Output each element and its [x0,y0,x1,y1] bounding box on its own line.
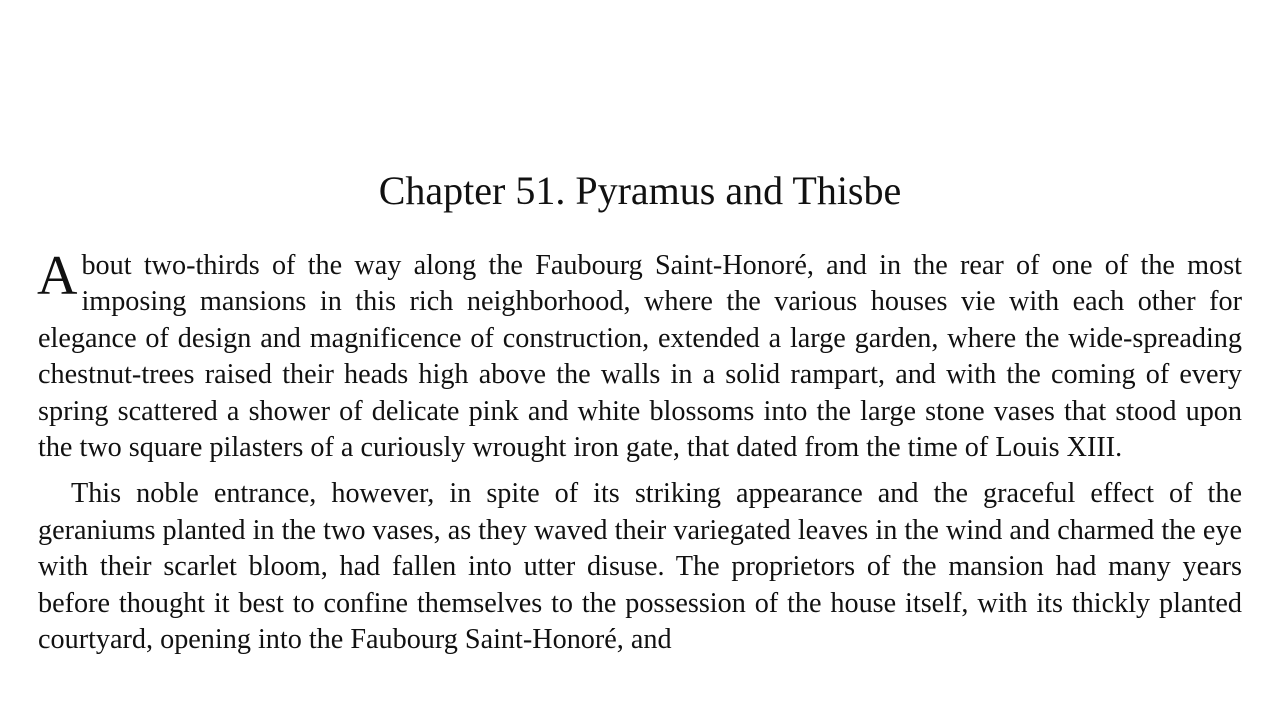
paragraph-1 [37,245,1242,466]
paragraph-2-text: This noble entrance, however, in spite of its striking appearance and the graceful effect of the geraniums planted in the two vases, as they waved their variegated leaves in the wind and charmed the eye with their scarlet bloom, had fallen into utter disuse. The proprietors of the mansion had many years before thought it best to confine themselves to the possession of the house itself, with its thickly planted courtyard, opening into the Faubourg Saint-Honoré, and [38,478,1242,656]
paragraph-2 [38,476,1242,658]
drop-cap: A [37,245,78,307]
chapter-body [37,245,1242,658]
paragraph-1-text: bout two-thirds of the way along the Faubourg Saint-Honoré, and in the rear of one of the most imposing mansions in this rich neighborhood, where the various houses vie with each other for elegance of design and magnificence of construction, extended a large garden, where the wide-spreading chestnut-trees raised their heads high above the walls in a solid rampart, and with the coming of every spring scattered a shower of delicate pink and white blossoms into the large stone vases that stood upon the two square pilasters of a curiously wrought iron gate, that dated from the time of Louis XIII. [38,250,1242,464]
chapter-title: Chapter 51. Pyramus and Thisbe [378,168,902,213]
